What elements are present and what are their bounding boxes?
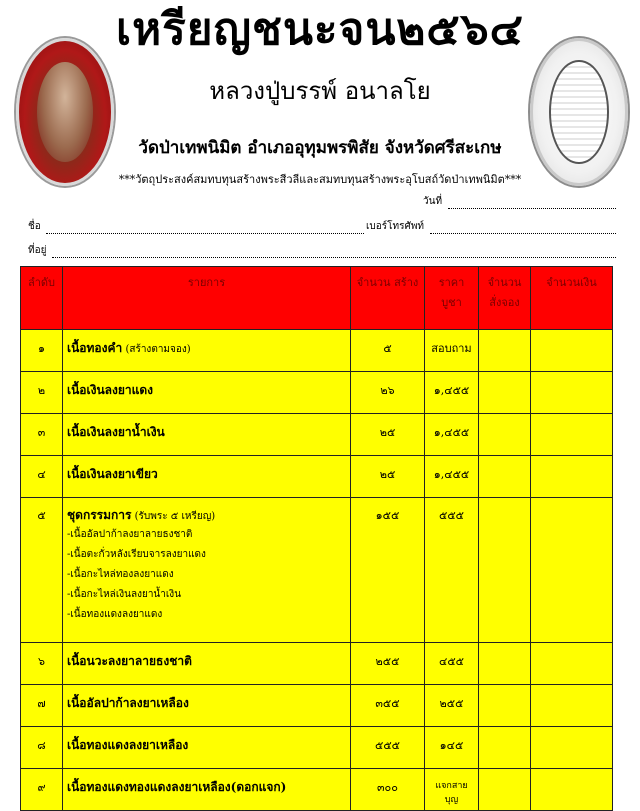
table-row xyxy=(21,456,613,498)
row-item xyxy=(63,456,351,498)
table-row xyxy=(21,685,613,727)
order-cell[interactable] xyxy=(479,727,531,769)
subitem: -เนื้อตะกั่วหลังเรียบจารลงยาแดง xyxy=(67,549,206,560)
header-order: จำนวน สั่งจอง xyxy=(479,267,531,330)
order-table xyxy=(20,266,613,811)
table-row xyxy=(21,727,613,769)
date-label: วันที่ xyxy=(423,196,443,207)
row-created: ๑๕๕ xyxy=(351,498,425,643)
order-cell[interactable] xyxy=(479,330,531,372)
amount-cell[interactable] xyxy=(531,414,613,456)
page-title: เหรียญชนะจน๒๕๖๔ xyxy=(116,4,524,55)
medal-photo-left xyxy=(16,38,114,186)
purpose-note: ***วัตถุประสงค์สมทบทุนสร้างพระสีวลีและสมทบทุนสร้างพระอุโบสถ์วัดป่าเทพนิมิต*** xyxy=(118,173,522,186)
row-index: ๒ xyxy=(21,372,63,414)
phone-field[interactable] xyxy=(430,233,616,234)
row-created: ๕๕๕ xyxy=(351,727,425,769)
row-created: ๒๕ xyxy=(351,456,425,498)
amount-cell[interactable] xyxy=(531,727,613,769)
row-price: ๑๔๕ xyxy=(425,727,479,769)
address-field[interactable] xyxy=(52,257,616,258)
item-name: เนื้อทองแดงลงยาเหลือง xyxy=(67,738,189,752)
order-cell[interactable] xyxy=(479,769,531,811)
address-label: ที่อยู่ xyxy=(28,245,47,256)
header-index: ลำดับ xyxy=(21,267,63,330)
order-cell[interactable] xyxy=(479,456,531,498)
table-row xyxy=(21,330,613,372)
row-item xyxy=(63,769,351,811)
row-index: ๘ xyxy=(21,727,63,769)
row-index: ๔ xyxy=(21,456,63,498)
order-cell[interactable] xyxy=(479,414,531,456)
row-index: ๗ xyxy=(21,685,63,727)
header-price: ราคา บูชา xyxy=(425,267,479,330)
row-price: ๑,๔๕๕ xyxy=(425,456,479,498)
item-name: เนื้อทองคำ xyxy=(67,341,123,355)
row-item xyxy=(63,727,351,769)
table-row xyxy=(21,372,613,414)
item-name: เนื้อทองแดงทองแดงลงยาเหลือง(ดอกแจก) xyxy=(67,780,287,794)
row-index: ๑ xyxy=(21,330,63,372)
row-item xyxy=(63,372,351,414)
row-price: ๑,๔๕๕ xyxy=(425,414,479,456)
row-index: ๖ xyxy=(21,643,63,685)
header-created: จำนวน สร้าง xyxy=(351,267,425,330)
medal-photo-right xyxy=(530,38,628,186)
table-header-row xyxy=(21,267,613,330)
row-item xyxy=(63,685,351,727)
amount-cell[interactable] xyxy=(531,498,613,643)
row-created: ๓๕๕ xyxy=(351,685,425,727)
name-field[interactable] xyxy=(46,233,364,234)
item-note: (สร้างตามจอง) xyxy=(122,344,191,355)
monk-name: หลวงปู่บรรพ์ อนาลโย xyxy=(209,77,431,105)
order-cell[interactable] xyxy=(479,685,531,727)
table-row xyxy=(21,769,613,811)
amount-cell[interactable] xyxy=(531,456,613,498)
item-name: เนื้อนวะลงยาลายธงชาติ xyxy=(67,654,192,668)
item-name: เนื้อเงินลงยาแดง xyxy=(67,383,154,397)
subitem: -เนื้ออัลปาก้าลงยาลายธงชาติ xyxy=(67,529,193,540)
row-price: แจกสายบุญ xyxy=(425,769,479,811)
temple-name: วัดป่าเทพนิมิต อำเภออุทุมพรพิสัย จังหวัดศรีสะเกษ xyxy=(138,138,502,158)
item-note: (รับพระ ๕ เหรียญ) xyxy=(131,511,216,522)
amount-cell[interactable] xyxy=(531,330,613,372)
table-row xyxy=(21,643,613,685)
row-item xyxy=(63,643,351,685)
item-name: เนื้ออัลปาก้าลงยาเหลือง xyxy=(67,696,189,710)
header-item: รายการ xyxy=(63,267,351,330)
amount-cell[interactable] xyxy=(531,372,613,414)
item-name: เนื้อเงินลงยาเขียว xyxy=(67,467,158,481)
row-created: ๒๖ xyxy=(351,372,425,414)
subitem: -เนื้อทองแดงลงยาแดง xyxy=(67,609,163,620)
row-price: ๕๕๕ xyxy=(425,498,479,643)
row-price: ๔๕๕ xyxy=(425,643,479,685)
item-name: เนื้อเงินลงยาน้ำเงิน xyxy=(67,425,165,439)
subitem: -เนื้อกะไหล่เงินลงยาน้ำเงิน xyxy=(67,589,182,600)
name-label: ชื่อ xyxy=(28,221,41,232)
row-index: ๙ xyxy=(21,769,63,811)
row-index: ๓ xyxy=(21,414,63,456)
order-cell[interactable] xyxy=(479,643,531,685)
header-amount: จำนวนเงิน xyxy=(531,267,613,330)
monk-portrait xyxy=(37,62,92,161)
row-index: ๕ xyxy=(21,498,63,643)
row-price: สอบถาม xyxy=(425,330,479,372)
amount-cell[interactable] xyxy=(531,643,613,685)
amount-cell[interactable] xyxy=(531,685,613,727)
row-price: ๑,๔๕๕ xyxy=(425,372,479,414)
row-created: ๕ xyxy=(351,330,425,372)
phone-label: เบอร์โทรศัพท์ xyxy=(366,221,425,232)
row-item xyxy=(63,498,351,643)
item-name: ชุดกรรมการ xyxy=(67,508,132,522)
table-row xyxy=(21,414,613,456)
row-item xyxy=(63,330,351,372)
row-created: ๓๐๐ xyxy=(351,769,425,811)
buddha-relief xyxy=(549,60,608,163)
amount-cell[interactable] xyxy=(531,769,613,811)
order-cell[interactable] xyxy=(479,372,531,414)
date-field[interactable] xyxy=(448,208,616,209)
table-row xyxy=(21,498,613,643)
row-created: ๒๕ xyxy=(351,414,425,456)
order-cell[interactable] xyxy=(479,498,531,643)
subitem: -เนื้อกะไหล่ทองลงยาแดง xyxy=(67,569,174,580)
row-item xyxy=(63,414,351,456)
row-price: ๒๕๕ xyxy=(425,685,479,727)
row-created: ๒๕๕ xyxy=(351,643,425,685)
